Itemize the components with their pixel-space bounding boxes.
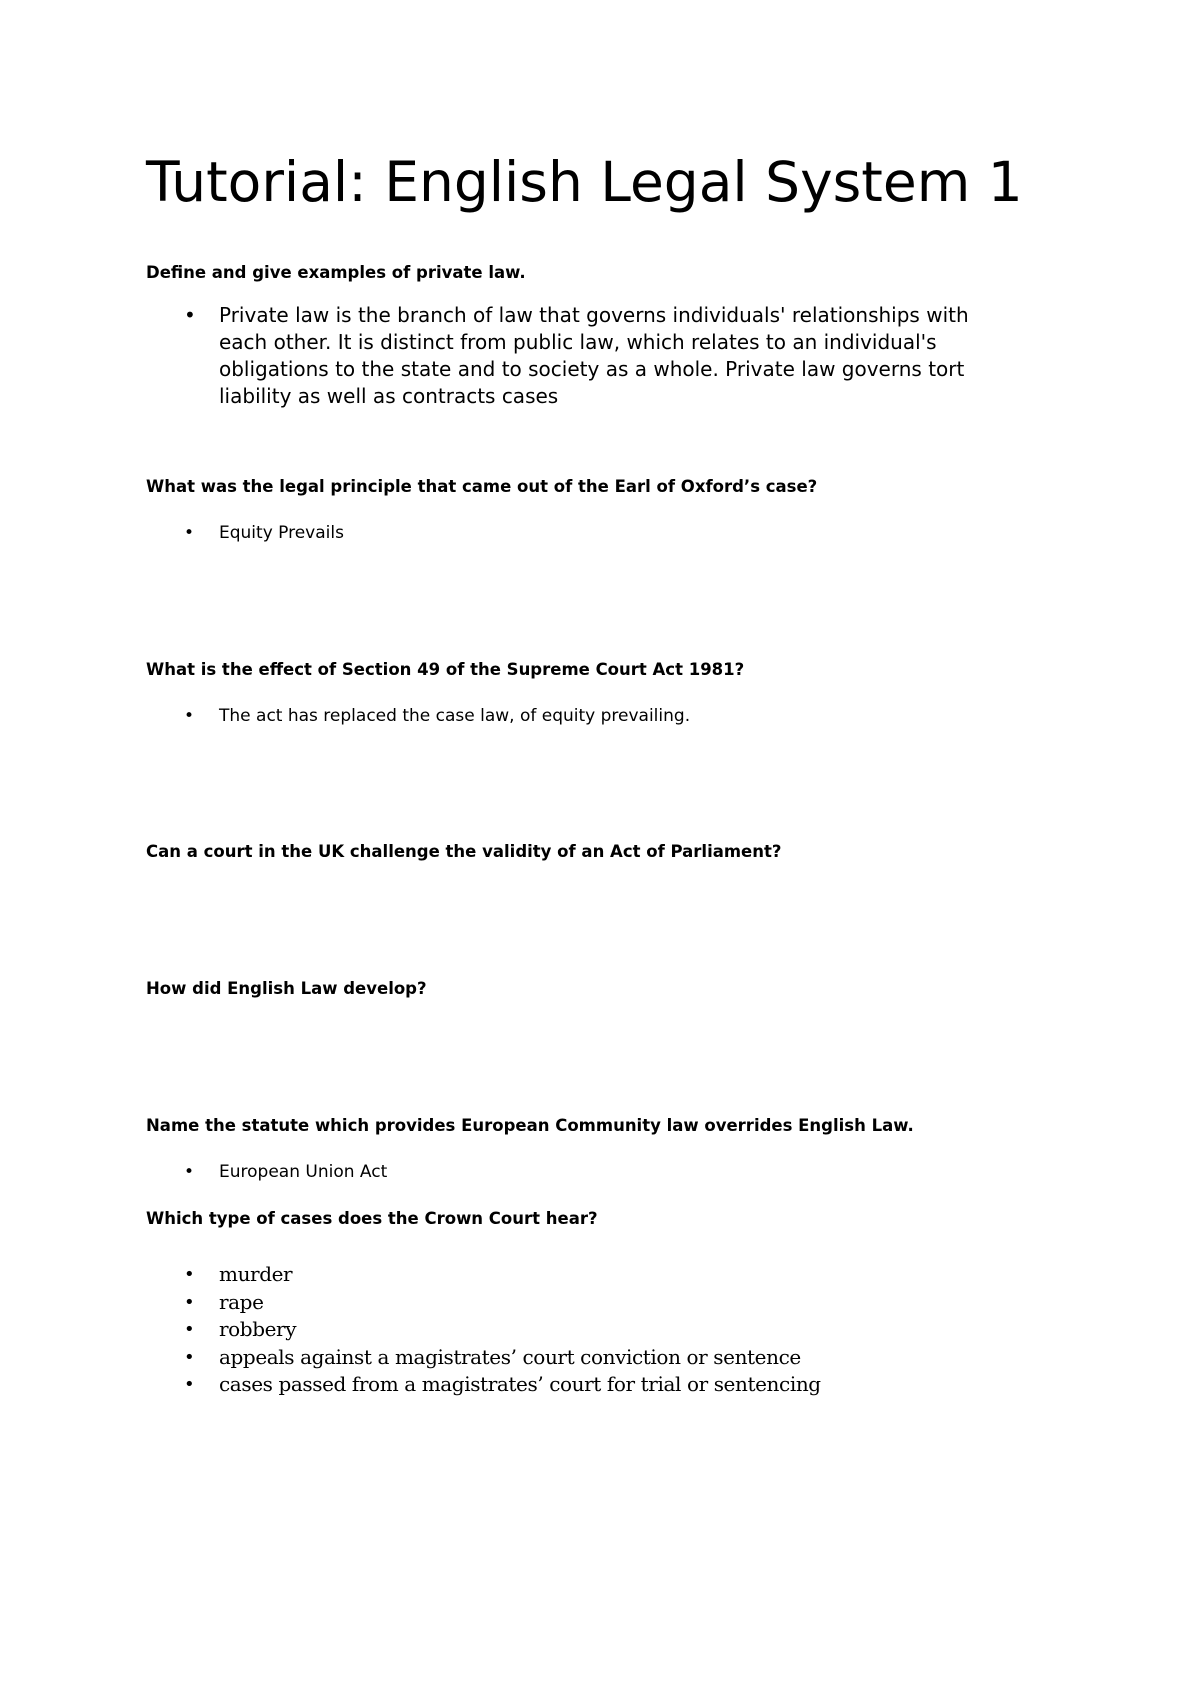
- bullet-icon: •: [184, 1319, 195, 1340]
- list-item: [0, 1261, 821, 1289]
- question-earl-of-oxford: What was the legal principle that came out of the Earl of Oxford’s case?: [146, 477, 818, 496]
- answer-text: cases passed from a magistrates’ court for trial or sentencing: [219, 1372, 821, 1396]
- answer-list-crown-court: [0, 1261, 821, 1399]
- answer-text: Equity Prevails: [219, 523, 344, 543]
- answer-text: Private law is the branch of law that governs individuals' relationships with each other. It is distinct from public law, which relates to an individual's obligations to the state and to society as a whole. Private law governs tort liability as well as contracts cases: [219, 303, 969, 408]
- question-section-49: What is the effect of Section 49 of the Supreme Court Act 1981?: [146, 660, 745, 679]
- bullet-icon: •: [184, 1162, 195, 1182]
- list-item: [0, 705, 690, 727]
- bullet-icon: •: [184, 706, 195, 726]
- list-item: [0, 302, 1019, 410]
- list-item: [0, 1316, 821, 1344]
- question-act-of-parliament: Can a court in the UK challenge the validity of an Act of Parliament?: [146, 842, 782, 861]
- question-private-law: Define and give examples of private law.: [146, 263, 526, 282]
- answer-list-section-49: [0, 705, 690, 727]
- list-item: [0, 522, 344, 544]
- list-item: [0, 1161, 387, 1183]
- answer-text: The act has replaced the case law, of equity prevailing.: [219, 706, 691, 726]
- answer-text: rape: [219, 1289, 264, 1314]
- bullet-icon: •: [184, 1346, 195, 1368]
- list-item: [0, 1289, 821, 1317]
- bullet-icon: •: [184, 1374, 195, 1395]
- answer-text: murder: [219, 1262, 293, 1286]
- answer-text: appeals against a magistrates’ court conviction or sentence: [219, 1344, 801, 1369]
- list-item: [0, 1371, 821, 1399]
- question-english-law-develop: How did English Law develop?: [146, 979, 427, 998]
- bullet-icon: •: [184, 303, 196, 327]
- bullet-icon: •: [184, 1291, 195, 1313]
- bullet-icon: •: [184, 1264, 195, 1285]
- question-eu-statute: Name the statute which provides European Community law overrides English Law.: [146, 1116, 914, 1135]
- answer-list-eu-statute: [0, 1161, 387, 1183]
- question-crown-court: Which type of cases does the Crown Court hear?: [146, 1209, 598, 1228]
- bullet-icon: •: [184, 523, 195, 543]
- answer-text: European Union Act: [219, 1162, 388, 1182]
- answer-text: robbery: [219, 1317, 297, 1341]
- answer-list-private-law: [0, 302, 1019, 410]
- document-title: Tutorial: English Legal System 1: [146, 150, 1023, 214]
- list-item: [0, 1344, 821, 1372]
- answer-list-earl-of-oxford: [0, 522, 344, 544]
